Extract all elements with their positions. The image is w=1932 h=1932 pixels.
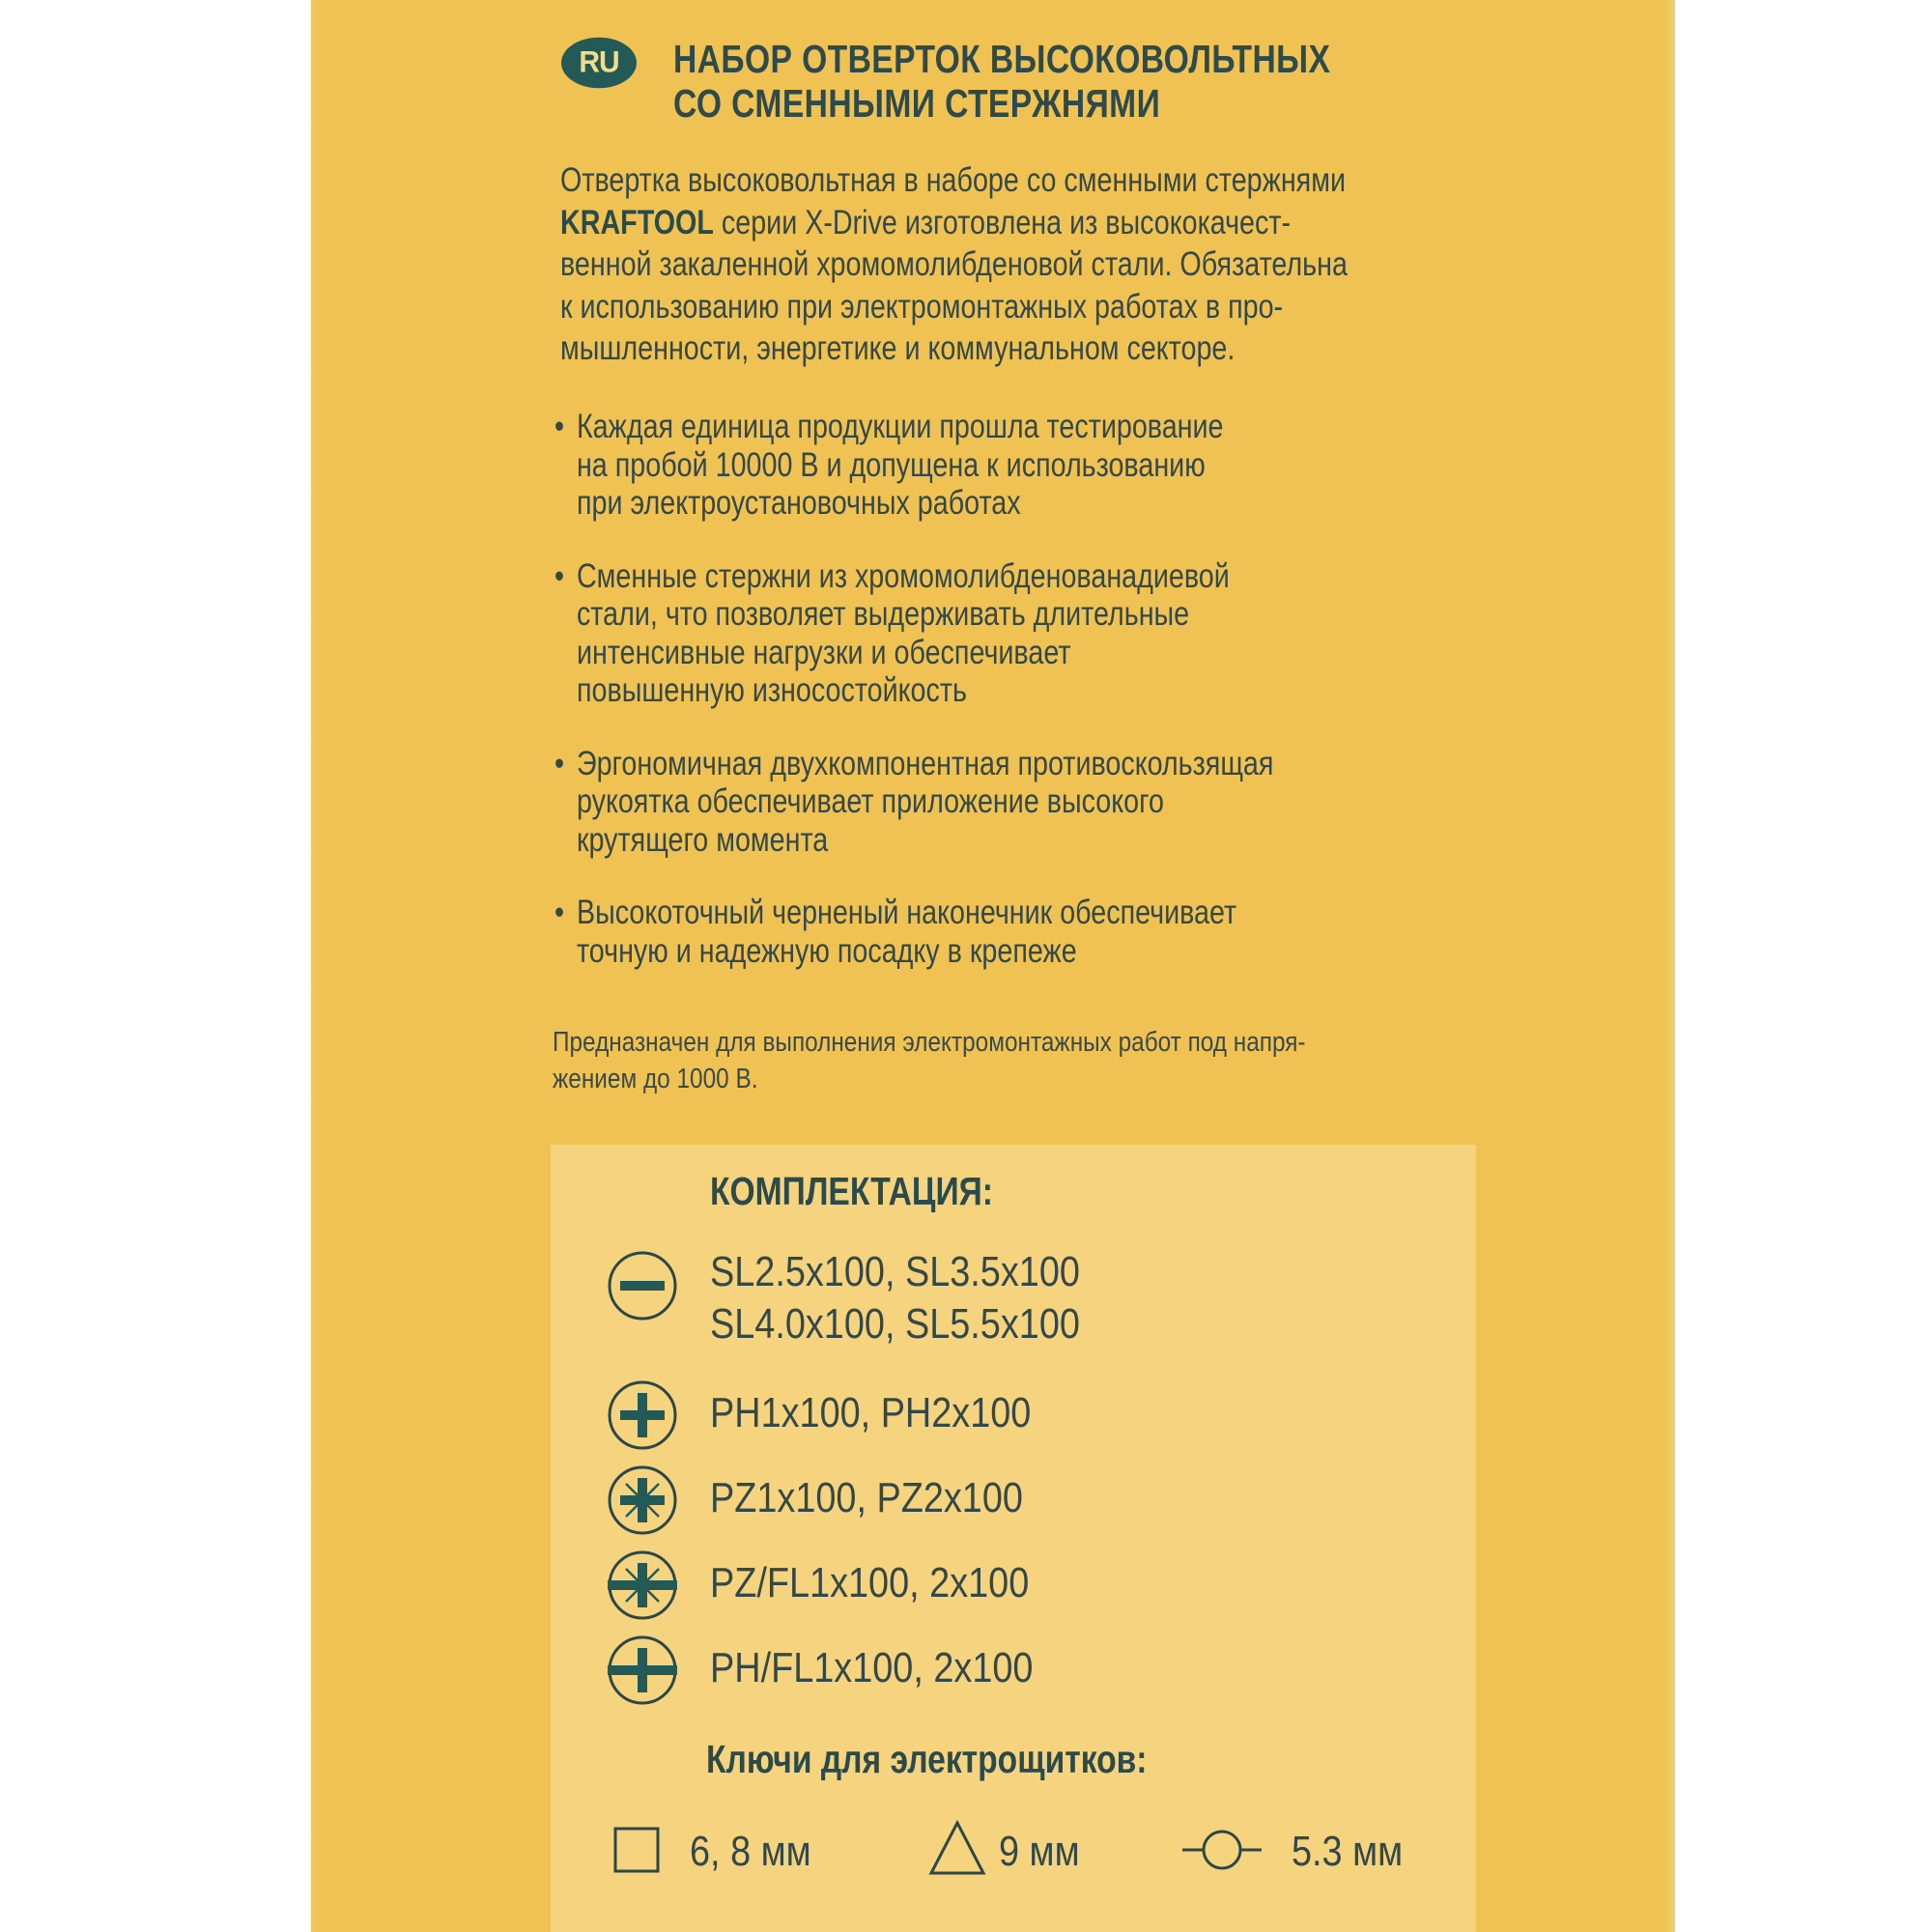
kit-item-text: SL2.5x100, SL3.5x100: [710, 1248, 1080, 1295]
intro-line-3: венной закаленной хромомолибденовой стали. Обязательна: [560, 245, 1348, 283]
brand-name: KRAFTOOL: [560, 203, 714, 242]
pozidriv-slotted-icon: [607, 1549, 678, 1621]
product-title-line-1: НАБОР ОТВЕРТОК ВЫСОКОВОЛЬТНЫХ: [673, 37, 1331, 81]
language-badge-label: RU: [579, 45, 619, 79]
intro-line-2: [560, 202, 1479, 244]
language-badge: [561, 38, 637, 89]
kit-item-text: PZ/FL1x100, 2x100: [710, 1559, 1030, 1606]
feature-item: [554, 745, 1473, 860]
feature-line: стали, что позволяет выдерживать длительные: [576, 595, 1190, 633]
feature-line: рукоятка обеспечивает приложение высокого: [576, 782, 1164, 820]
feature-line: при электроустановочных работах: [576, 484, 1021, 522]
intro-line-4: к использованию при электромонтажных работах в про-: [560, 287, 1284, 326]
intro-paragraph: [560, 159, 1479, 370]
feature-line: Эргономичная двухкомпонентная противоскользящая: [576, 744, 1274, 782]
usage-note-line-2: жением до 1000 В.: [553, 1064, 758, 1094]
feature-line: интенсивные нагрузки и обеспечивает: [576, 633, 1071, 671]
panel-keys-title: Ключи для электрощитков:: [706, 1737, 1148, 1781]
kit-item-text: PZ1x100, PZ2x100: [710, 1474, 1023, 1521]
feature-item: [554, 894, 1473, 970]
feature-line: точную и надежную посадку в крепеже: [576, 931, 1077, 970]
intro-line-1: Отвертка высоковольтная в наборе со сменными стержнями: [560, 161, 1346, 199]
key-item-label: 9 мм: [999, 1828, 1080, 1875]
bullet-icon: •: [554, 556, 565, 595]
key-item-label: 5.3 мм: [1292, 1828, 1404, 1875]
double-d-key-icon: [1180, 1826, 1264, 1874]
pozidriv-icon: [607, 1464, 678, 1536]
product-title: [673, 37, 1330, 126]
feature-line: на пробой 10000 В и допущена к использованию: [576, 445, 1206, 484]
feature-line: Сменные стержни из хромомолибденованадиевой: [576, 556, 1230, 595]
feature-item: [554, 408, 1473, 523]
feature-item: [554, 557, 1473, 710]
triangle-key-icon: [927, 1820, 987, 1876]
kit-item-text: PH/FL1x100, 2x100: [710, 1644, 1034, 1691]
bullet-icon: •: [554, 744, 565, 782]
intro-line-2-rest: серии X-Drive изготовлена из высококачест-: [713, 203, 1292, 242]
usage-note-line-1: Предназначен для выполнения электромонтажных работ под напря-: [553, 1027, 1306, 1058]
kit-contents-title: КОМПЛЕКТАЦИЯ:: [710, 1169, 993, 1213]
intro-line-5: мышленности, энергетике и коммунальном секторе.: [560, 329, 1236, 367]
feature-line: повышенную износостойкость: [576, 671, 967, 709]
feature-list: [554, 408, 1473, 970]
feature-line: Каждая единица продукции прошла тестирование: [576, 408, 1224, 445]
bullet-icon: •: [554, 408, 565, 445]
kit-item-text: PH1x100, PH2x100: [710, 1389, 1032, 1436]
phillips-icon: [607, 1379, 678, 1451]
key-item-label: 6, 8 мм: [690, 1828, 811, 1875]
kit-item-text: SL4.0x100, SL5.5x100: [710, 1300, 1080, 1348]
phillips-slotted-icon: [607, 1634, 678, 1706]
feature-line: Высокоточный черненый наконечник обеспечивает: [576, 894, 1237, 931]
square-key-icon: [612, 1826, 661, 1874]
product-title-line-2: СО СМЕННЫМИ СТЕРЖНЯМИ: [673, 81, 1161, 126]
usage-note: [553, 1024, 1493, 1097]
slotted-icon: [607, 1250, 678, 1321]
bullet-icon: •: [554, 894, 565, 931]
feature-line: крутящего момента: [576, 820, 829, 859]
